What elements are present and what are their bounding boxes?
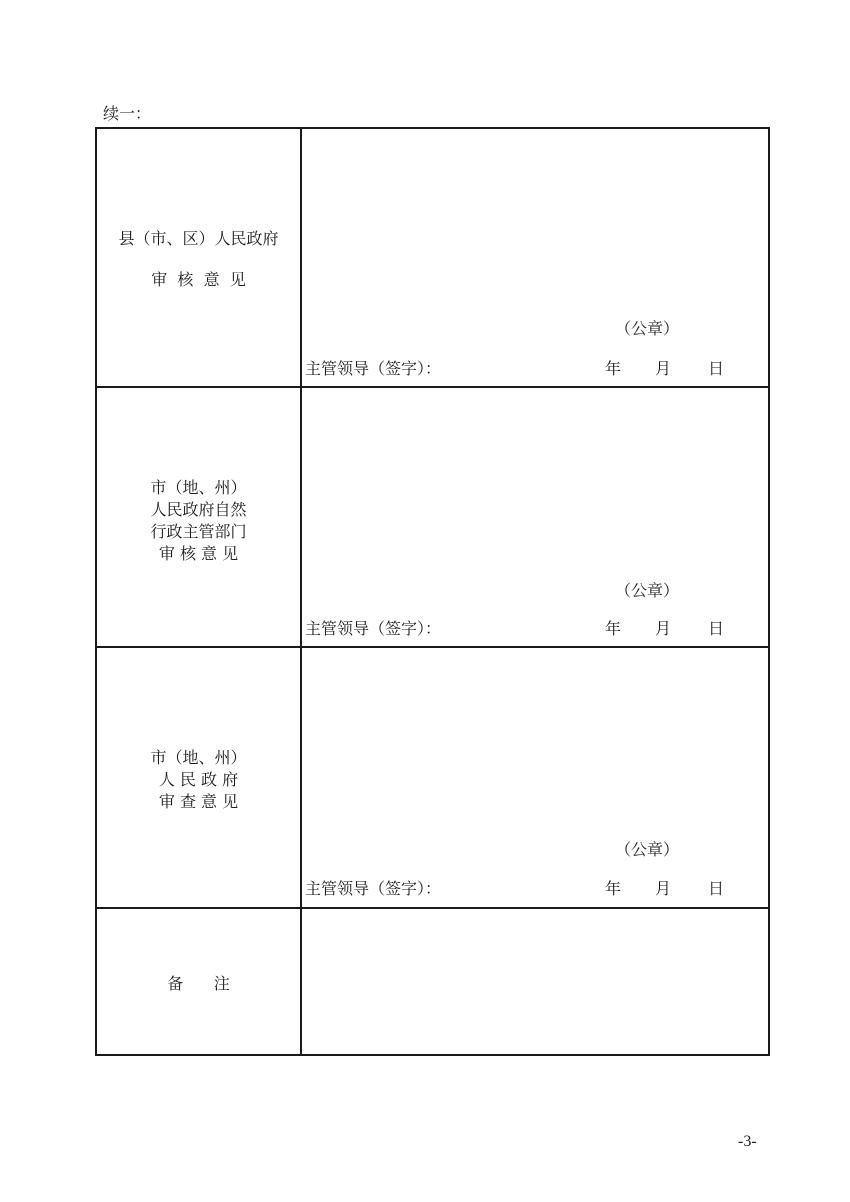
prefecture-department-review-row <box>97 388 768 648</box>
leader-signature-label: 主管领导（签字）： <box>305 879 442 898</box>
date-month-label: 月 <box>655 619 672 638</box>
prefecture-government-label-cell <box>97 648 302 907</box>
row-label-line: 市（地、州） <box>150 478 247 497</box>
leader-signature-label: 主管领导（签字）： <box>305 359 442 378</box>
remarks-content-cell[interactable] <box>302 909 768 1054</box>
date-month-label: 月 <box>655 359 672 378</box>
row-label-line: 审 核 意 见 <box>158 544 239 563</box>
county-review-opinion-cell[interactable] <box>302 129 768 386</box>
row-label-line: 人 民 政 府 <box>158 770 239 789</box>
date-day-label: 日 <box>708 359 725 378</box>
date-month-label: 月 <box>655 879 672 898</box>
date-year-label: 年 <box>605 879 622 898</box>
official-seal-label: （公章） <box>615 319 680 338</box>
row-label-line: 市（地、州） <box>150 748 247 767</box>
row-label-line: 审 查 意 见 <box>158 792 239 811</box>
county-review-row <box>97 129 768 388</box>
row-label-line: 县（市、区）人民政府 <box>118 229 279 248</box>
prefecture-department-opinion-cell[interactable] <box>302 388 768 646</box>
date-year-label: 年 <box>605 359 622 378</box>
approval-form-table <box>95 127 770 1056</box>
prefecture-government-opinion-cell[interactable] <box>302 648 768 907</box>
date-day-label: 日 <box>708 619 725 638</box>
county-review-label-cell <box>97 129 302 386</box>
date-year-label: 年 <box>605 619 622 638</box>
remarks-label-cell <box>97 909 302 1054</box>
page-number: -3- <box>738 1133 757 1150</box>
remarks-label: 备 注 <box>167 974 230 993</box>
row-label-line: 人民政府自然 <box>150 500 247 519</box>
row-label-line: 审 核 意 见 <box>151 270 246 289</box>
prefecture-department-label-cell <box>97 388 302 646</box>
leader-signature-label: 主管领导（签字）： <box>305 619 442 638</box>
row-label-line: 行政主管部门 <box>150 522 247 541</box>
official-seal-label: （公章） <box>615 581 680 600</box>
continuation-label: 续一： <box>103 104 152 123</box>
prefecture-government-review-row <box>97 648 768 909</box>
official-seal-label: （公章） <box>615 840 680 859</box>
date-day-label: 日 <box>708 879 725 898</box>
remarks-row <box>97 909 768 1054</box>
